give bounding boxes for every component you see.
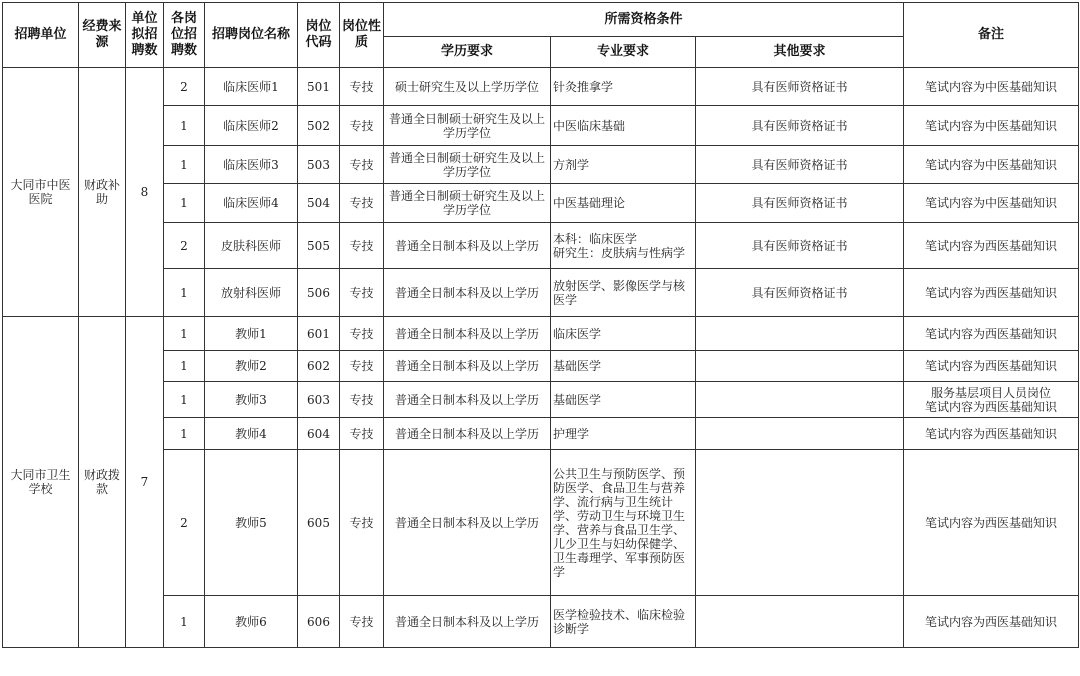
table-row [3,146,1079,184]
cell-remark: 笔试内容为中医基础知识 [904,146,1079,184]
cell-major: 本科：临床医学 研究生：皮肤病与性病学 [551,223,696,269]
table-row [3,382,1079,418]
cell-education: 普通全日制本科及以上学历 [384,269,551,317]
cell-post-code: 503 [298,146,340,184]
cell-post-name: 教师3 [205,382,298,418]
cell-remark: 笔试内容为中医基础知识 [904,106,1079,146]
cell-education: 普通全日制本科及以上学历 [384,450,551,596]
header-remarks: 备注 [904,3,1079,68]
cell-major: 中医基础理论 [551,184,696,223]
cell-other [696,418,904,450]
cell-education: 硕士研究生及以上学历学位 [384,68,551,106]
header-planned: 单位拟招聘数 [126,3,164,68]
cell-post-type: 专技 [340,382,384,418]
cell-count: 1 [164,418,205,450]
cell-other [696,382,904,418]
cell-education: 普通全日制本科及以上学历 [384,351,551,382]
cell-post-name: 临床医师3 [205,146,298,184]
header-per-post: 各岗位招聘数 [164,3,205,68]
table-row [3,223,1079,269]
cell-count: 1 [164,146,205,184]
cell-post-code: 602 [298,351,340,382]
cell-post-code: 506 [298,269,340,317]
cell-post-type: 专技 [340,418,384,450]
cell-education: 普通全日制本科及以上学历 [384,317,551,351]
header-other: 其他要求 [696,37,904,68]
cell-count: 2 [164,68,205,106]
cell-education: 普通全日制本科及以上学历 [384,382,551,418]
header-qualifications: 所需资格条件 [384,3,904,37]
cell-post-name: 临床医师1 [205,68,298,106]
cell-other [696,450,904,596]
cell-post-type: 专技 [340,317,384,351]
cell-post-code: 605 [298,450,340,596]
cell-other: 具有医师资格证书 [696,269,904,317]
cell-count: 1 [164,351,205,382]
cell-other: 具有医师资格证书 [696,146,904,184]
cell-other: 具有医师资格证书 [696,68,904,106]
cell-remark: 笔试内容为中医基础知识 [904,184,1079,223]
cell-count: 1 [164,596,205,648]
cell-education: 普通全日制本科及以上学历 [384,596,551,648]
table-row [3,269,1079,317]
cell-other: 具有医师资格证书 [696,106,904,146]
table-header [3,3,1079,68]
cell-post-name: 临床医师4 [205,184,298,223]
cell-post-name: 皮肤科医师 [205,223,298,269]
recruitment-table [2,2,1079,648]
cell-post-type: 专技 [340,146,384,184]
cell-major: 放射医学、影像医学与核医学 [551,269,696,317]
cell-post-type: 专技 [340,450,384,596]
cell-other [696,317,904,351]
cell-funding: 财政拨款 [79,317,126,648]
cell-remark: 服务基层项目人员岗位 笔试内容为西医基础知识 [904,382,1079,418]
cell-remark: 笔试内容为西医基础知识 [904,351,1079,382]
cell-other: 具有医师资格证书 [696,184,904,223]
cell-remark: 笔试内容为西医基础知识 [904,223,1079,269]
cell-education: 普通全日制本科及以上学历 [384,418,551,450]
cell-other [696,351,904,382]
cell-post-name: 教师1 [205,317,298,351]
cell-post-code: 606 [298,596,340,648]
cell-planned: 7 [126,317,164,648]
cell-remark: 笔试内容为中医基础知识 [904,68,1079,106]
cell-education: 普通全日制硕士研究生及以上学历学位 [384,184,551,223]
cell-count: 1 [164,106,205,146]
cell-post-name: 放射科医师 [205,269,298,317]
cell-major: 护理学 [551,418,696,450]
table-row [3,184,1079,223]
cell-post-code: 502 [298,106,340,146]
cell-remark: 笔试内容为西医基础知识 [904,450,1079,596]
cell-post-type: 专技 [340,351,384,382]
table-row [3,317,1079,351]
cell-post-type: 专技 [340,184,384,223]
header-major: 专业要求 [551,37,696,68]
cell-post-code: 603 [298,382,340,418]
cell-education: 普通全日制硕士研究生及以上学历学位 [384,146,551,184]
header-post-code: 岗位代码 [298,3,340,68]
cell-count: 2 [164,450,205,596]
cell-funding: 财政补助 [79,68,126,317]
cell-other: 具有医师资格证书 [696,223,904,269]
cell-count: 1 [164,269,205,317]
cell-post-type: 专技 [340,223,384,269]
cell-post-code: 501 [298,68,340,106]
cell-unit: 大同市中医医院 [3,68,79,317]
cell-post-code: 601 [298,317,340,351]
table-row [3,418,1079,450]
cell-major: 临床医学 [551,317,696,351]
cell-remark: 笔试内容为西医基础知识 [904,596,1079,648]
cell-post-code: 504 [298,184,340,223]
cell-count: 1 [164,382,205,418]
cell-post-type: 专技 [340,106,384,146]
cell-education: 普通全日制本科及以上学历 [384,223,551,269]
cell-post-code: 505 [298,223,340,269]
cell-education: 普通全日制硕士研究生及以上学历学位 [384,106,551,146]
cell-remark: 笔试内容为西医基础知识 [904,317,1079,351]
table-body [3,68,1079,648]
cell-post-type: 专技 [340,596,384,648]
table-row [3,68,1079,106]
table-row [3,106,1079,146]
cell-post-name: 教师2 [205,351,298,382]
cell-remark: 笔试内容为西医基础知识 [904,418,1079,450]
cell-unit: 大同市卫生学校 [3,317,79,648]
cell-major: 公共卫生与预防医学、预防医学、食品卫生与营养学、流行病与卫生统计学、劳动卫生与环境卫生学、营养与食品卫生学、儿少卫生与妇幼保健学、卫生毒理学、军事预防医学 [551,450,696,596]
header-unit: 招聘单位 [3,3,79,68]
header-education: 学历要求 [384,37,551,68]
header-funding: 经费来源 [79,3,126,68]
cell-post-type: 专技 [340,68,384,106]
cell-count: 2 [164,223,205,269]
cell-major: 针灸推拿学 [551,68,696,106]
header-post-type: 岗位性质 [340,3,384,68]
table-row [3,596,1079,648]
table-row [3,351,1079,382]
cell-major: 方剂学 [551,146,696,184]
cell-post-name: 教师5 [205,450,298,596]
cell-post-name: 教师4 [205,418,298,450]
cell-post-name: 教师6 [205,596,298,648]
cell-post-name: 临床医师2 [205,106,298,146]
cell-major: 医学检验技术、临床检验诊断学 [551,596,696,648]
cell-count: 1 [164,317,205,351]
cell-count: 1 [164,184,205,223]
cell-post-code: 604 [298,418,340,450]
cell-major: 基础医学 [551,382,696,418]
cell-planned: 8 [126,68,164,317]
cell-major: 基础医学 [551,351,696,382]
cell-remark: 笔试内容为西医基础知识 [904,269,1079,317]
cell-major: 中医临床基础 [551,106,696,146]
header-post-name: 招聘岗位名称 [205,3,298,68]
cell-post-type: 专技 [340,269,384,317]
cell-other [696,596,904,648]
table-row [3,450,1079,596]
